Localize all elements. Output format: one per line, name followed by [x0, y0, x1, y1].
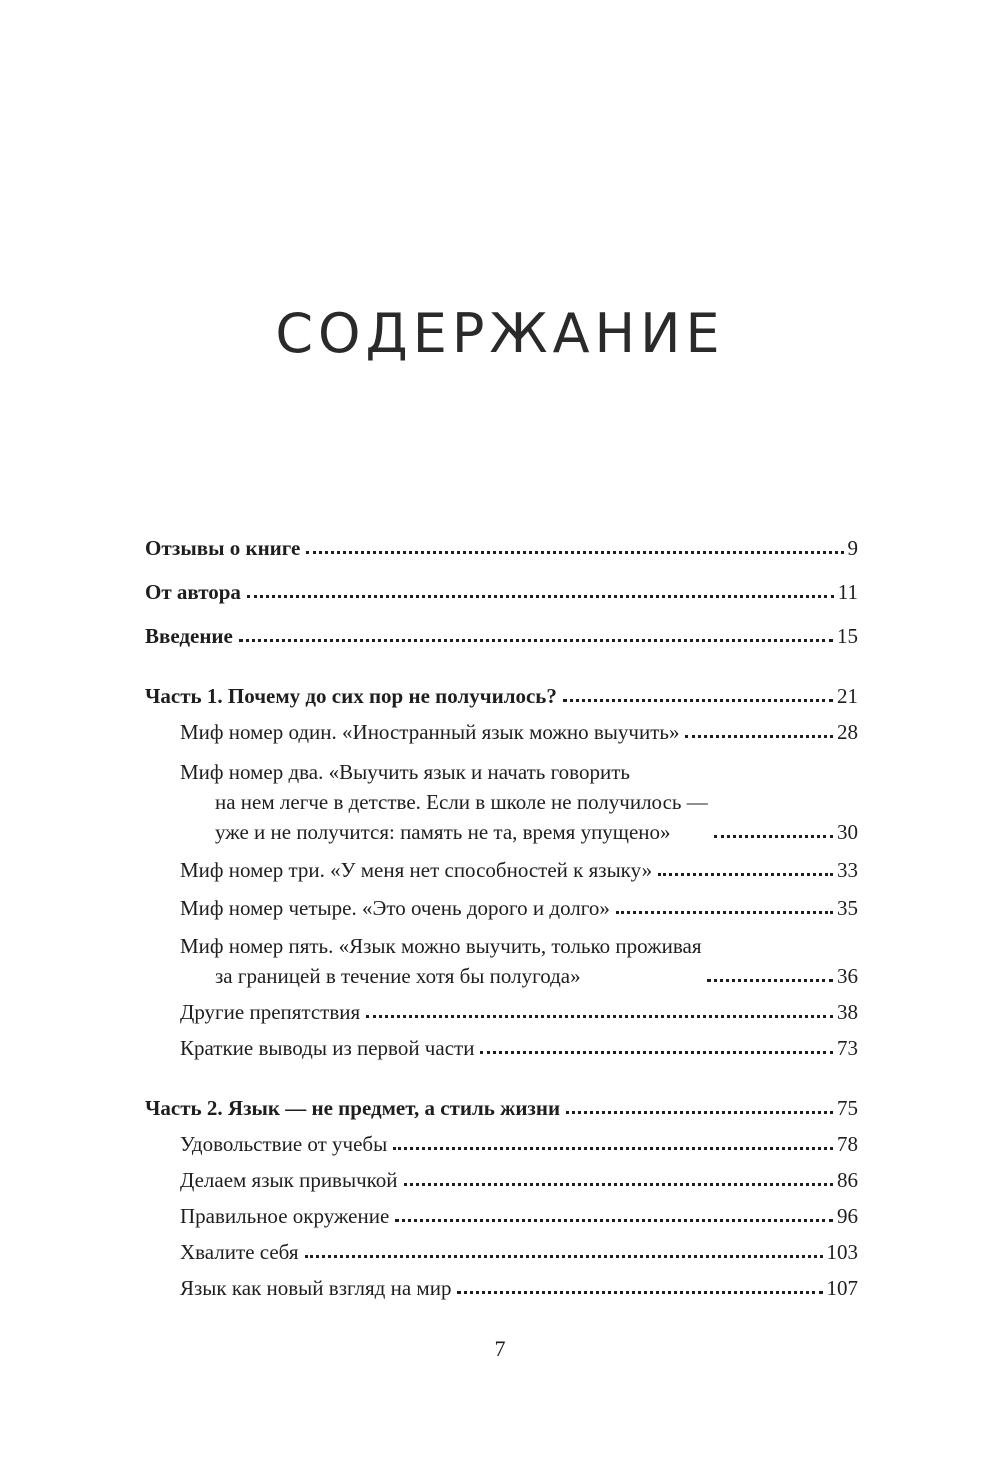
toc-entry-title: [180, 931, 701, 991]
toc-entry-title-line: Краткие выводы из первой части: [180, 1036, 475, 1060]
toc-entry-page-number: 33: [837, 858, 858, 882]
toc-entry-page-number: 86: [837, 1168, 858, 1192]
page-title: СОДЕРЖАНИЕ: [275, 302, 725, 365]
toc-entry-title-line: Часть 2. Язык — не предмет, а стиль жизни: [145, 1096, 561, 1120]
toc-entry[interactable]: [145, 893, 858, 923]
toc-entry-page-number: 11: [837, 580, 858, 604]
dot-leader: [714, 835, 833, 838]
toc-entry-page-number: 73: [837, 1036, 858, 1060]
toc-entry-title-line: Часть 1. Почему до сих пор не получилось?: [145, 684, 557, 708]
toc-entry[interactable]: [145, 621, 858, 651]
toc-entry-page-number: 78: [837, 1132, 858, 1156]
dot-leader: [685, 735, 833, 738]
toc-entry[interactable]: [145, 855, 858, 885]
toc-entry-title-line: Правильное окружение: [180, 1204, 390, 1228]
toc-entry-title: [145, 1093, 560, 1123]
toc-entry[interactable]: [145, 757, 858, 847]
toc-entry-page-number: 36: [837, 964, 858, 988]
toc-entry-title: [180, 757, 708, 847]
toc-entry-page-number: 107: [826, 1276, 858, 1300]
dot-leader: [366, 1015, 833, 1018]
toc-entry[interactable]: [145, 1237, 858, 1267]
toc-entry[interactable]: [145, 681, 858, 711]
toc-entry-title-line: Миф номер пять. «Язык можно выучить, только проживая: [180, 934, 702, 958]
toc-entry-page-number: 35: [837, 896, 858, 920]
toc-entry-title-line: Миф номер три. «У меня нет способностей к языку»: [180, 858, 653, 882]
dot-leader: [306, 551, 843, 554]
dot-leader: [395, 1219, 833, 1222]
toc-entry[interactable]: [145, 1093, 858, 1123]
toc-entry[interactable]: [145, 1165, 858, 1195]
page-number: [0, 1328, 1000, 1361]
toc-entry-title: [180, 1129, 387, 1159]
dot-leader: [566, 1111, 833, 1114]
toc-entry-page-number: 103: [826, 1240, 858, 1264]
toc-entry-title: [180, 1165, 398, 1195]
dot-leader: [393, 1147, 833, 1150]
toc-entry-title-line: уже и не получится: память не та, время упущено»: [215, 820, 671, 844]
toc-entry[interactable]: [145, 1201, 858, 1231]
toc-entry-title: [145, 577, 241, 607]
toc-entry-title-line: От автора: [145, 580, 241, 604]
toc-entry[interactable]: [145, 997, 858, 1027]
toc-entry-page-number: 75: [837, 1096, 858, 1120]
dot-leader: [457, 1291, 822, 1294]
toc-entry-title: [180, 1237, 299, 1267]
dot-leader: [305, 1255, 823, 1258]
toc-entry-title: [180, 997, 360, 1027]
dot-leader: [658, 873, 833, 876]
toc-entry-page-number: 21: [837, 684, 858, 708]
toc-entry-title: [180, 855, 652, 885]
toc-entry-title: [180, 717, 679, 747]
toc-entry-title-line: на нем легче в детстве. Если в школе не получилось —: [215, 790, 708, 814]
toc-entry-title: [145, 533, 300, 563]
toc-entry[interactable]: [145, 1129, 858, 1159]
toc-entry-title: [145, 681, 557, 711]
dot-leader: [404, 1183, 833, 1186]
toc-entry-title-line: Делаем язык привычкой: [180, 1168, 398, 1192]
toc-entry-title-line: Отзывы о книге: [145, 536, 301, 560]
toc-entry[interactable]: [145, 717, 858, 747]
toc-entry-page-number: 9: [847, 536, 858, 560]
toc-entry-title-line: Миф номер два. «Выучить язык и начать говорить: [180, 760, 630, 784]
toc-entry[interactable]: [145, 931, 858, 991]
toc-entry[interactable]: [145, 1273, 858, 1303]
toc-entry-title-line: за границей в течение хотя бы полугода»: [215, 964, 581, 988]
dot-leader: [480, 1051, 833, 1054]
toc-entry-title: [180, 1273, 451, 1303]
toc-entry-title-line: Удовольствие от учебы: [180, 1132, 388, 1156]
toc-entry[interactable]: [145, 533, 858, 563]
toc-entry-title-line: Язык как новый взгляд на мир: [180, 1276, 452, 1300]
toc-entry-title: [145, 621, 233, 651]
toc-entry-page-number: 30: [837, 820, 858, 844]
toc-entry-title-line: Хвалите себя: [180, 1240, 299, 1264]
toc-entry-page-number: 15: [837, 624, 858, 648]
dot-leader: [247, 595, 834, 598]
dot-leader: [616, 911, 833, 914]
toc-entry-title-line: Миф номер четыре. «Это очень дорого и долго»: [180, 896, 610, 920]
toc-entry-title-line: Миф номер один. «Иностранный язык можно выучить»: [180, 720, 680, 744]
table-of-contents: [145, 533, 858, 1303]
toc-entry-title-line: Другие препятствия: [180, 1000, 361, 1024]
toc-entry-page-number: 28: [837, 720, 858, 744]
toc-entry-title-line: Введение: [145, 624, 233, 648]
toc-entry-page-number: 38: [837, 1000, 858, 1024]
toc-entry[interactable]: [145, 577, 858, 607]
toc-entry-title: [180, 1201, 389, 1231]
dot-leader: [563, 699, 833, 702]
dot-leader: [239, 639, 833, 642]
toc-entry[interactable]: [145, 1033, 858, 1063]
toc-entry-title: [180, 1033, 474, 1063]
toc-entry-title: [180, 893, 610, 923]
dot-leader: [707, 979, 833, 982]
page-number-text: 7: [494, 1336, 506, 1361]
toc-entry-page-number: 96: [837, 1204, 858, 1228]
